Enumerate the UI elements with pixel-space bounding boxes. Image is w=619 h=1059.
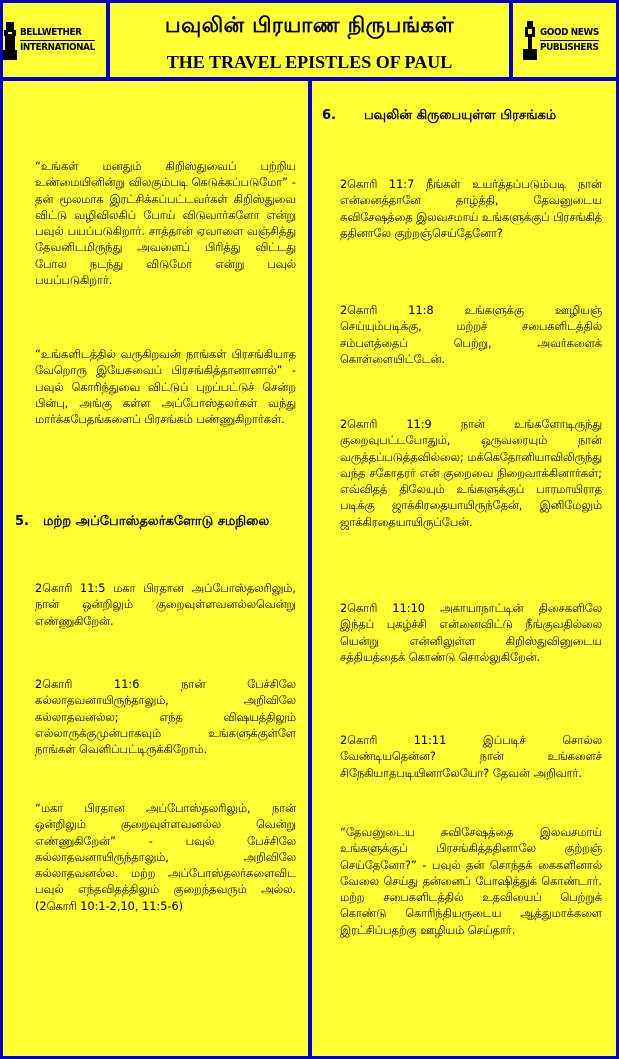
paragraph: “தேவனுடைய சுவிசேஷத்தை இலவசமாய் உங்களுக்குப் பிரசங்கித்ததினாலே குற்றஞ் செய்தேனோ?” - பவுல் தன் சொந்தக் கைகளினால் வேலை செய்து தன்னைப் போஷித்துக் கொண்டார். மற்ற சபைகளிடத்தில் உதவியைப் பெற்றுக் கொண்டு கொரிந்தியருடைய ஆத்துமாக்களை இரட்சிப்பதற்கு ஊழியம் செய்தார். (340, 826, 602, 937)
verse-paragraph: 2கொரி 11:7 நீங்கள் உயர்த்தப்படும்படி நான் என்னைத்தானே தாழ்த்தி, தேவனுடைய சுவிசேஷத்தை இலவசமாய் உங்களுக்குப் பிரசங்கித் ததினாலே குற்றஞ்செய்தேனோ? (340, 178, 602, 240)
section-number: 6. (322, 108, 336, 123)
logo-right-line2: PUBLISHERS (539, 41, 599, 53)
section-title: மற்ற அப்போஸ்தலர்களோடு சமநிலை (43, 514, 270, 529)
logo-right-line1: GOOD NEWS (540, 26, 599, 41)
verse-paragraph: 2கொரி 11:6 நான் பேச்சிலே கல்லாதவனாயிருந்தாலும், அறிவிலே கல்லாதவனல்ல; எந்த விஷயத்திலும் எல்லாருக்குமுன்பாகவும் உங்களுக்குள்ளே நாங்கள் வெளிப்பட்டிருக்கிறோம். (35, 678, 296, 757)
section-6-heading (322, 105, 602, 127)
verse-paragraph: 2கொரி 11:10 அகாயாநாட்டின் திசைகளிலே இந்தப் புகழ்ச்சி என்னைவிட்டு நீங்குவதில்லை யென்று என்னிலுள்ள கிறிஸ்துவினுடைய சத்தியத்தைக் கொண்டு சொல்லுகிறேன். (340, 602, 602, 664)
bellwether-logo-panel (3, 3, 106, 77)
verse-paragraph: 2கொரி 11:11 இப்படிச் சொல்ல வேண்டியதென்ன? நான் உங்களைச் சிநேகியாதபடியினாலேயோ? தேவன் அறிவார். (340, 734, 602, 780)
section-title: பவுலின் கிருபையுள்ள பிரசங்கம் (364, 108, 557, 123)
paragraph: “மகா பிரதான அப்போஸ்தலரிலும், நான் ஒன்றிலும் குறைவுள்ளவனல்ல வென்று எண்ணுகிறேன்” - பவுல் பேச்சிலே கல்லாதவனாயிருந்தாலும், அறிவிலே கல்லாதவனல்ல. மற்ற அப்போஸ்தலர்களைவிட பவுல் எந்தவிதத்திலும் குறைந்தவரும் அல்ல. (2கொரி 10:1-2,10, 11:5-6) (35, 802, 296, 913)
right-column (312, 81, 616, 1056)
good-news-logo-panel (513, 3, 616, 77)
title-header (110, 3, 509, 77)
bellwether-sheep-icon (3, 20, 17, 60)
verse-paragraph: 2கொரி 11:5 மகா பிரதான அப்போஸ்தலரிலும், நான் ஒன்றிலும் குறைவுள்ளவனல்லவென்று எண்ணுகிறேன். (35, 582, 296, 628)
section-number: 5. (15, 514, 29, 529)
logo-left-line2: INTERNATIONAL (20, 41, 96, 53)
good-news-logo-text (540, 26, 599, 55)
english-title: THE TRAVEL EPISTLES OF PAUL (166, 52, 453, 72)
verse-paragraph: 2கொரி 11:8 உங்களுக்கு ஊழியஞ் செய்யும்படிக்கு, மற்றச் சபைகளிடத்தில் சம்பளத்தைப் பெற்று, அவர்களைக் கொள்ளையிட்டேன். (340, 304, 602, 366)
logo-left-line1: BELLWETHER (20, 26, 95, 41)
section-5-heading (15, 511, 296, 533)
paragraph: “உங்களிடத்தில் வருகிறவன் நாங்கள் பிரசங்கியாத வேறொரு இயேசுவைப் பிரசங்கித்தானானால்” - பவுல் கொரிந்துவை விட்டுப் புறப்பட்டுச் சென்ற பின்பு, அங்கு கள்ள அப்போஸ்தலர்கள் வந்து மார்க்கபேதங்களைப் பிரசங்கம் பண்ணுகிறார்கள். (35, 348, 296, 427)
good-news-lamp-icon (523, 20, 537, 60)
verse-paragraph: 2கொரி 11:9 நான் உங்களோடிருந்து குறைவுபட்டபோதும், ஒருவரையும் நான் வருத்தப்படுத்தவில்லை; மக்கெதோனியாவிலிருந்து வந்த சகோதரர் என் குறைவை நிறைவாக்கினார்கள்; எவ்விதத் திலேயும் உங்களுக்குப் பாரமாயிராத படிக்கு ஜாக்கிரதையாயிருந்தேன், இனிமேலும் ஜாக்கிரதையாயிருப்பேன். (340, 418, 602, 529)
tamil-title: பவுலின் பிரயாண நிருபங்கள் (164, 13, 455, 37)
left-column (3, 81, 308, 1056)
bellwether-logo-text (20, 26, 95, 55)
paragraph: “உங்கள் மனதும் கிறிஸ்துவைப் பற்றிய உண்மையினின்று விலகும்படி கெடுக்கப்படுமோ” - தன் மூலமாக இரட்சிக்கப்பட்டவர்கள் கிறிஸ்துவை விட்டு வழிவிலகிப் போய் விடுவார்களோ என்று பவுல் பயப்படுகிறார். சாத்தான் ஏவாளை வஞ்சித்து தேவனிடமிருந்து அவளைப் பிரித்து விட்டது போல நடந்து விடுமோ என்று பவுல் பயப்படுகிறார். (35, 160, 296, 288)
